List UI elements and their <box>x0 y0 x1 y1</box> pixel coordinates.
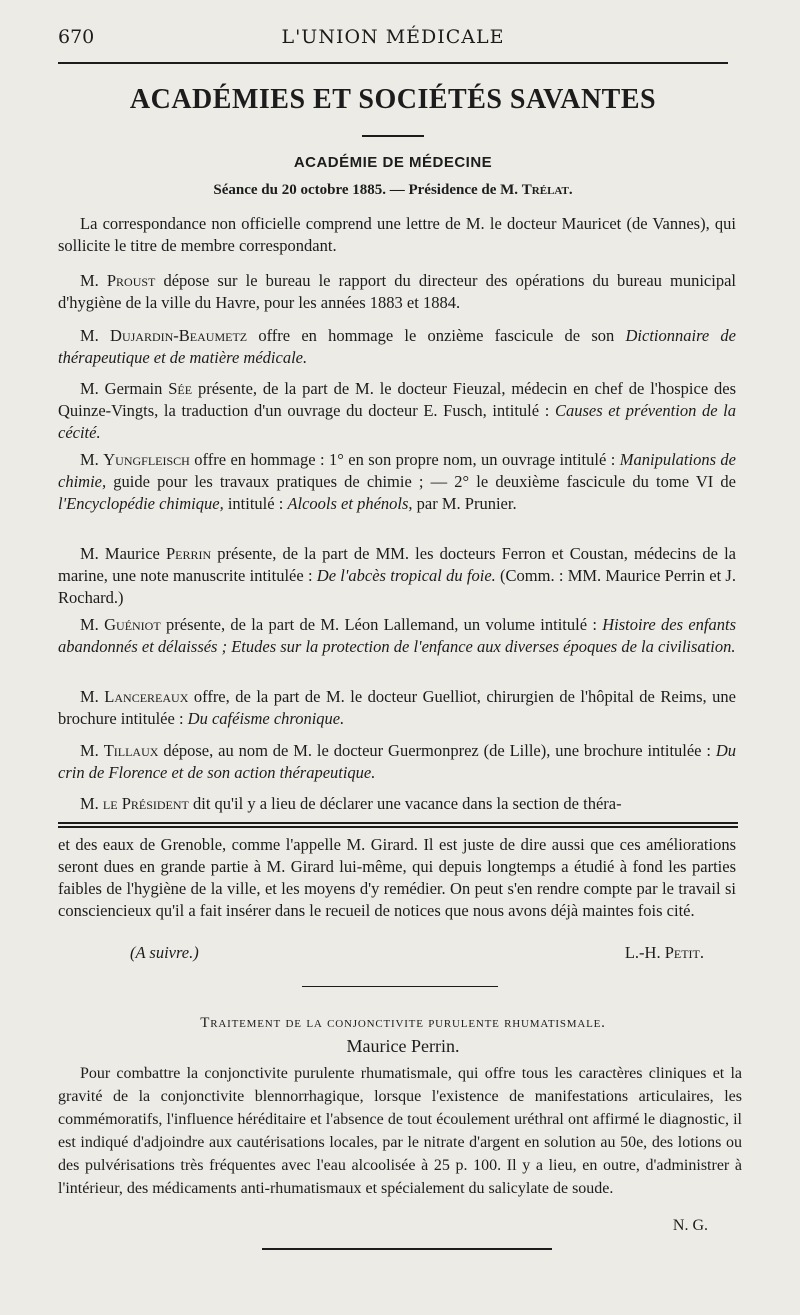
p7-name: Guéniot <box>104 615 161 634</box>
paragraph-tillaux <box>58 740 736 784</box>
signature-name: Petit. <box>664 943 704 962</box>
p6-text2: (Comm. : MM. Maurice Perrin et J. Rochard.) <box>58 566 736 607</box>
p5-italic3: Alcools et phénols, <box>287 494 413 513</box>
p9-name: Tillaux <box>103 741 159 760</box>
p8-text: offre, de la part de M. le docteur Guelliot, chirurgien de l'hôpital de Reims, une brochure intitulée : <box>58 687 736 728</box>
running-title: L'UNION MÉDICALE <box>281 26 505 48</box>
paragraph-president <box>58 793 736 815</box>
p10-m: M. <box>80 794 99 813</box>
page-number: 670 <box>58 26 95 48</box>
paragraph-dujardin <box>58 325 736 369</box>
paragraph-correspondance <box>58 213 736 257</box>
session-president: Trélat. <box>521 182 573 198</box>
section-title: ACADÉMIE DE MÉDECINE <box>293 154 493 171</box>
footer-rule <box>262 1248 552 1250</box>
p5-italic2: l'Encyclopédie chimique, <box>58 494 224 513</box>
paragraph-see <box>58 378 736 444</box>
p7-italic: Histoire des enfants abandonnés et délaissés ; Etudes sur la protection de l'enfance aux diverses époques de la civilisation. <box>58 615 737 656</box>
p6-italic: De l'abcès tropical du foie. <box>316 566 496 585</box>
p3-name: Dujardin-Beaumetz <box>110 326 248 345</box>
paragraph-grenoble <box>58 834 736 922</box>
p5-name: Yungfleisch <box>103 450 190 469</box>
p5-m: M. <box>80 450 99 469</box>
p4-italic: Causes et prévention de la cécité. <box>58 401 737 442</box>
p4-m: M. Germain <box>80 379 163 398</box>
p3-text: offre en hommage le onzième fascicule de son <box>258 326 615 345</box>
p5-text2: guide pour les travaux pratiques de chimie ; — 2° le deuxième fascicule du tome VI de <box>113 472 737 491</box>
p2-m: M. <box>80 271 99 290</box>
article-divider <box>302 986 498 987</box>
p11-text: et des eaux de Grenoble, comme l'appelle M. Girard. Il est juste de dire aussi que ces améliorations seront dues en grande partie à M. Girard lui-même, qui depuis longtemps a étudié à fond les parties faibles de l'hygiène de la ville, et les moyens d'y remédier. On peut s'en rendre compte par le travail si consciencieux qu'il a fait insérer dans le recueil de notices que nous avons déjà maintes fois cité. <box>58 835 736 920</box>
column-separator-rule-2 <box>58 826 738 828</box>
article-title: Traitement de la conjonctivite purulente rhumatismale. <box>200 1015 606 1031</box>
p2-text: dépose sur le bureau le rapport du directeur des opérations du bureau municipal d'hygiène de la ville du Havre, pour les années 1883 et 1884. <box>58 271 736 312</box>
session-line <box>58 182 728 199</box>
p4-name: Sée <box>168 379 193 398</box>
header-rule <box>58 62 728 64</box>
article-author: Maurice Perrin. <box>346 1036 460 1056</box>
p6-text1: présente, de la part de MM. les docteurs Ferron et Coustan, médecins de la marine, une note manuscrite intitulée : <box>58 544 736 585</box>
p4-text: présente, de la part de M. le docteur Fieuzal, médecin en chef de l'hospice des Quinze-Vingts, la traduction d'un ouvrage du docteur E. Fusch, intitulé : <box>58 379 736 420</box>
p9-m: M. <box>80 741 99 760</box>
p8-m: M. <box>80 687 99 706</box>
p5-text3: intitulé : <box>227 494 284 513</box>
p5-text1: offre en hommage : 1° en son propre nom, un ouvrage intitulé : <box>194 450 616 469</box>
paragraph-yungfleisch <box>58 449 736 515</box>
signature <box>625 943 704 963</box>
p6-m: M. Maurice <box>80 544 160 563</box>
p2-name: Proust <box>106 271 156 290</box>
p9-text: dépose, au nom de M. le docteur Guermonprez (de Lille), une brochure intitulée : <box>163 741 711 760</box>
p5-italic1: Manipulations de chimie, <box>58 450 737 491</box>
p10-text: dit qu'il y a lieu de déclarer une vacance dans la section de théra- <box>193 794 622 813</box>
p3-italic: Dictionnaire de thérapeutique et de matière médicale. <box>58 326 737 367</box>
p9-italic: Du crin de Florence et de son action thérapeutique. <box>58 741 737 782</box>
p3-m: M. <box>80 326 99 345</box>
article-initials: N. G. <box>672 1217 708 1234</box>
paragraph-perrin <box>58 543 736 609</box>
main-title: ACADÉMIES ET SOCIÉTÉS SAVANTES <box>129 84 657 115</box>
signature-initials: L.-H. <box>624 943 661 962</box>
column-separator-rule-1 <box>58 822 738 824</box>
article-body-text: Pour combattre la conjonctivite purulente rhumatismale, qui offre tous les caractères cliniques et la gravité de la conjonctivite blennorrhagique, lorsque l'existence de manifestations articulaires, les commémoratifs, l'influence héréditaire et l'absence de tout écoulement uréthral ont affirmé le diagnostic, il est indiqué d'adjoindre aux cautérisations locales, par le nitrate d'argent en solution au 50e, des lotions ou des pulvérisations très fréquentes avec l'eau alcoolisée à 25 p. 100. Il y a lieu, en outre, d'administrer à l'intérieur, des médicaments anti-rhumatismaux et spécialement du salicylate de soude. <box>58 1065 742 1197</box>
p6-name: Perrin <box>165 544 212 563</box>
p8-name: Lancereaux <box>104 687 189 706</box>
p5-text4: par M. Prunier. <box>416 494 517 513</box>
session-text: Séance du 20 octobre 1885. — Présidence de M. <box>213 182 519 198</box>
page-header <box>58 24 728 54</box>
article-body <box>58 1062 742 1200</box>
p7-text: présente, de la part de M. Léon Lallemand, un volume intitulé : <box>166 615 597 634</box>
p7-m: M. <box>80 615 99 634</box>
paragraph-gueniot <box>58 614 736 658</box>
paragraph-proust <box>58 270 736 314</box>
paragraph-lancereaux <box>58 686 736 730</box>
p8-italic: Du caféisme chronique. <box>187 709 345 728</box>
p10-name: le Président <box>102 794 189 813</box>
continued-note: (A suivre.) <box>130 943 199 962</box>
title-rule <box>362 135 424 137</box>
p1-text: La correspondance non officielle comprend une lettre de M. le docteur Mauricet (de Vannes), qui sollicite le titre de membre correspondant. <box>58 214 736 255</box>
